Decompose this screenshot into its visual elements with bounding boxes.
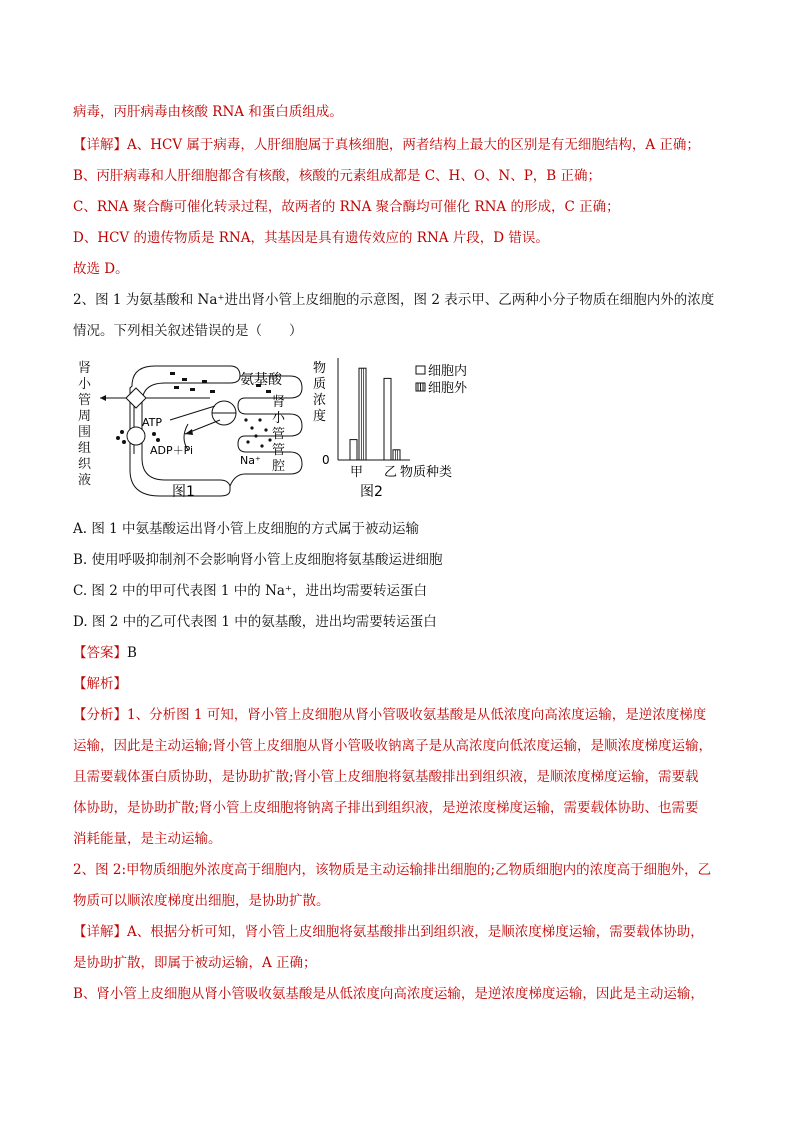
atp-label: ATP [142,416,163,429]
category-label-0: 甲 [350,465,364,480]
transporter-diamond [126,388,146,408]
analysis-p1-line-1 [73,706,706,724]
text-line-3: B、丙肝病毒和人肝细胞都含有核酸，核酸的元素组成都是 C、H、O、N、P，B 正确； [73,168,601,184]
fig1-left-label-0: 肾 [78,361,92,376]
analysis-p1-line-3: 且需要载体蛋白质协助，是协助扩散;肾小管上皮细胞将氨基酸排出到组织液，是顺浓度梯度运输，需要载 [73,769,699,785]
option-d: D. 图 2 中的乙可代表图 1 中的氨基酸，进出均需要转运蛋白 [73,614,437,630]
detail-a-text: A、根据分析可知，肾小管上皮细胞将氨基酸排出到组织液，是顺浓度梯度运输，需要载体协助， [127,924,704,940]
answer-value: B [127,645,137,661]
question-stem-2: 情况。下列相关叙述错误的是（ ） [73,323,303,339]
y-label-char-0: 物 [313,361,327,376]
category-label-1: 乙 [384,465,398,480]
y-label-char-3: 度 [313,409,327,424]
fig1-right-label-2: 管 [272,427,286,442]
text-line-5: D、HCV 的遗传物质是 RNA，其基因是具有遗传效应的 RNA 片段，D 错误。 [73,230,549,246]
legend-swatch-inside [416,366,425,374]
analysis-p1-line-2: 运输，因此是主动运输;肾小管上皮细胞从肾小管吸收钠离子是从高浓度向低浓度运输，是顺浓度梯度运输， [73,738,713,754]
bar-yi-outside [393,450,400,460]
analysis-p1-first: 1、分析图 1 可知，肾小管上皮细胞从肾小管吸收氨基酸是从低浓度向高浓度运输，是逆浓度梯度 [127,707,707,723]
text-line-4: C、RNA 聚合酶可催化转录过程，故两者的 RNA 聚合酶均可催化 RNA 的形成，C 正确； [73,199,620,215]
na-label: Na⁺ [240,454,261,467]
detail-a: A、HCV 属于病毒，人肝细胞属于真核细胞，两者结构上最大的区别是有无细胞结构，A 正确； [127,137,700,153]
analysis-p1-line-4: 体协助，是协助扩散;肾小管上皮细胞将钠离子排出到组织液，是逆浓度梯度运输，需要载体协助、也需要 [73,800,699,816]
fig1-right-label-1: 小 [272,411,286,426]
amino-acid-label: 氨基酸 [240,372,282,388]
y-label-char-2: 浓 [313,393,327,408]
detail-line-2: 是协助扩散，即属于被动运输，A 正确； [73,955,317,971]
fenxi-tag: 【分析】 [73,707,127,723]
analysis-p2-line-2: 物质可以顺浓度梯度出细胞，是协助扩散。 [73,893,330,909]
detail-line-1 [73,923,704,941]
fig1-left-label-3: 周 [78,409,92,424]
text-line-6: 故选 D。 [73,261,129,277]
bar-jia-inside [350,440,357,460]
x-axis-label: 物质种类 [400,465,453,480]
fig1-left-label-1: 小 [78,377,92,392]
fig1-caption: 图1 [172,484,195,500]
detail-line-3: B、肾小管上皮细胞从肾小管吸收氨基酸是从低浓度向高浓度运输，是逆浓度梯度运输，因此是主动运输， [73,986,704,1002]
answer-line [73,644,137,662]
option-b: B. 使用呼吸抑制剂不会影响肾小管上皮细胞将氨基酸运进细胞 [73,552,443,568]
analysis-p2-line-1: 2、图 2:甲物质细胞外浓度高于细胞内，该物质是主动运输排出细胞的;乙物质细胞内的浓度高于细胞外，乙 [73,862,712,878]
figure1 [78,360,302,500]
legend-label-outside: 细胞外 [428,381,468,396]
y-label-char-1: 质 [313,377,327,392]
answer-tag: 【答案】 [73,645,127,661]
figure2 [313,358,468,500]
fig1-left-label-6: 织 [78,457,92,472]
text-line-2 [73,136,700,154]
detail-tag-2: 【详解】 [73,924,127,940]
option-a: A. 图 1 中氨基酸运出肾小管上皮细胞的方式属于被动运输 [73,521,420,537]
analysis-tag: 【解析】 [73,676,127,692]
fig2-caption: 图2 [360,484,383,500]
fig1-right-label-3: 管 [272,443,286,458]
fig1-left-label-5: 组 [78,441,92,456]
question-stem-1: 2、图 1 为氨基酸和 Na⁺进出肾小管上皮细胞的示意图，图 2 表示甲、乙两种小分子物质在细胞内外的浓度 [73,292,715,308]
adp-label: ADP＋Pi [150,444,194,457]
option-c: C. 图 2 中的甲可代表图 1 中的 Na⁺，进出均需要转运蛋白 [73,583,428,599]
fig1-left-label-2: 管 [78,393,92,408]
fig1-right-label-0: 肾 [272,395,286,410]
analysis-p1-line-5: 消耗能量，是主动运输。 [73,831,222,847]
bar-jia-outside [359,368,366,460]
fig1-right-label-4: 腔 [272,459,286,474]
bar-yi-inside [384,378,391,460]
fig1-left-label-7: 液 [78,473,92,488]
detail-tag: 【详解】 [73,137,127,153]
origin-label: 0 [322,453,330,467]
fig1-left-label-4: 围 [78,425,92,440]
question-figure [70,358,490,503]
pump-circle [127,427,145,445]
legend-label-inside: 细胞内 [428,364,468,379]
analysis-tag-line [73,675,127,693]
text-line-1: 病毒，丙肝病毒由核酸 RNA 和蛋白质组成。 [73,104,343,120]
